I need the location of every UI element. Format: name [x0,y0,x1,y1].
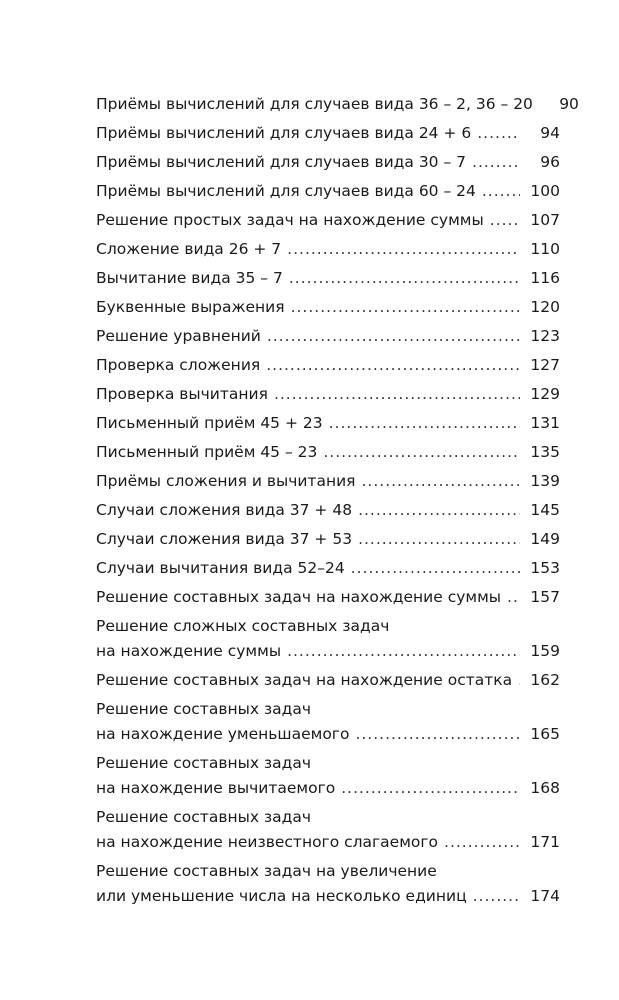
toc-entry-title: Приёмы вычислений для случаев вида 30 – 7 [96,153,467,171]
toc-entry [96,670,560,690]
toc-page-number: 131 [530,414,560,432]
leader-dots [362,471,521,491]
toc-entry [96,297,560,317]
leader-dots [291,297,520,317]
toc-entry-title: Приёмы вычислений для случаев вида 36 – 2, 36 – 20 [96,95,533,113]
toc-entry [96,181,560,201]
toc-entry-title-line1: Решение составных задач [96,754,312,772]
leader-dots [472,152,520,172]
toc-page-number: 100 [530,182,560,200]
leader-dots [351,558,520,578]
toc-entry-title: Решение составных задач на нахождение суммы [96,588,502,606]
leader-dots [266,355,520,375]
toc-page-number: 116 [530,269,560,287]
toc-page-number: 139 [530,472,560,490]
toc-entry-title-line1: Решение сложных составных задач [96,617,390,635]
toc-entry-title: Приёмы вычислений для случаев вида 60 – 24 [96,182,476,200]
toc-page-number: 96 [540,153,560,171]
toc-entry [96,442,560,462]
toc-entry [96,355,560,375]
toc-entry-title: Вычитание вида 35 – 7 [96,269,283,287]
toc-entry-title: Письменный приём 45 + 23 [96,414,323,432]
toc-entry [96,807,560,852]
toc-entry [96,152,560,172]
toc-entry-title: Буквенные выражения [96,298,285,316]
toc-entry-title: Сложение вида 26 + 7 [96,240,282,258]
toc-entry [96,239,560,259]
leader-dots [355,724,520,744]
leader-dots [482,181,520,201]
toc-entry-title-line2: на нахождение неизвестного слагаемого [96,833,439,851]
toc-entry [96,326,560,346]
toc-entry-title: Проверка вычитания [96,385,268,403]
toc-page-number: 145 [530,501,560,519]
toc-page-number: 162 [530,671,560,689]
leader-dots [473,886,520,906]
toc-page-number: 94 [540,124,560,142]
toc-entry-title-line2: или уменьшение числа на несколько единиц [96,887,467,905]
toc-entry [96,861,560,906]
toc-entry [96,558,560,578]
toc-entry [96,413,560,433]
leader-dots [287,239,520,259]
leader-dots [289,268,520,288]
toc-entry-title: Письменный приём 45 – 23 [96,443,318,461]
toc-entry [96,268,560,288]
toc-entry-title: Приёмы сложения и вычитания [96,472,356,490]
toc-page-number: 159 [530,642,560,660]
toc-page-number: 110 [530,240,560,258]
toc-entry-title-line2: на нахождение суммы [96,642,282,660]
toc-entry-title: Случаи вычитания вида 52–24 [96,559,345,577]
leader-dots [477,123,520,143]
toc-page-number: 165 [530,725,560,743]
toc-page-number: 153 [530,559,560,577]
leader-dots [341,778,520,798]
leader-dots [358,500,520,520]
toc-page-number: 157 [530,588,560,606]
toc-entry [96,529,560,549]
toc-entry-title-line2: на нахождение вычитаемого [96,779,336,797]
toc-entry-title: Решение простых задач на нахождение суммы [96,211,484,229]
toc-entry [96,123,560,143]
leader-dots [287,641,520,661]
toc-entry-title: Случаи сложения вида 37 + 53 [96,530,353,548]
toc-page-number: 90 [559,95,579,113]
leader-dots [518,670,520,690]
leader-dots [358,529,520,549]
toc-entry-title: Решение составных задач на нахождение остатка [96,671,513,689]
toc-entry [96,753,560,798]
leader-dots [329,413,520,433]
toc-entry-title-line2: на нахождение уменьшаемого [96,725,350,743]
toc-page-number: 127 [530,356,560,374]
toc-entry-title: Проверка сложения [96,356,261,374]
toc-page-number: 171 [530,833,560,851]
toc-page-number: 174 [530,887,560,905]
toc-entry [96,587,560,607]
toc-entry [96,210,560,230]
toc-entry-title: Решение уравнений [96,327,261,345]
toc-entry-title-line1: Решение составных задач [96,700,312,718]
toc-page-number: 168 [530,779,560,797]
toc-page-number: 149 [530,530,560,548]
toc-entry [96,94,579,114]
toc-entry-title: Приёмы вычислений для случаев вида 24 + 6 [96,124,472,142]
toc-page-number: 120 [530,298,560,316]
leader-dots [444,832,520,852]
toc-entry-title-line1: Решение составных задач на увеличение [96,862,437,880]
toc-page-number: 135 [530,443,560,461]
leader-dots [507,587,520,607]
toc-page-number: 123 [530,327,560,345]
leader-dots [490,210,520,230]
toc-entry [96,471,560,491]
leader-dots [323,442,520,462]
table-of-contents [96,94,579,915]
toc-page-number: 107 [530,211,560,229]
toc-entry [96,699,560,744]
toc-entry [96,616,560,661]
toc-entry-title: Случаи сложения вида 37 + 48 [96,501,353,519]
leader-dots [274,384,520,404]
toc-entry [96,384,560,404]
toc-page-number: 129 [530,385,560,403]
toc-entry-title-line1: Решение составных задач [96,808,312,826]
toc-entry [96,500,560,520]
leader-dots [267,326,520,346]
